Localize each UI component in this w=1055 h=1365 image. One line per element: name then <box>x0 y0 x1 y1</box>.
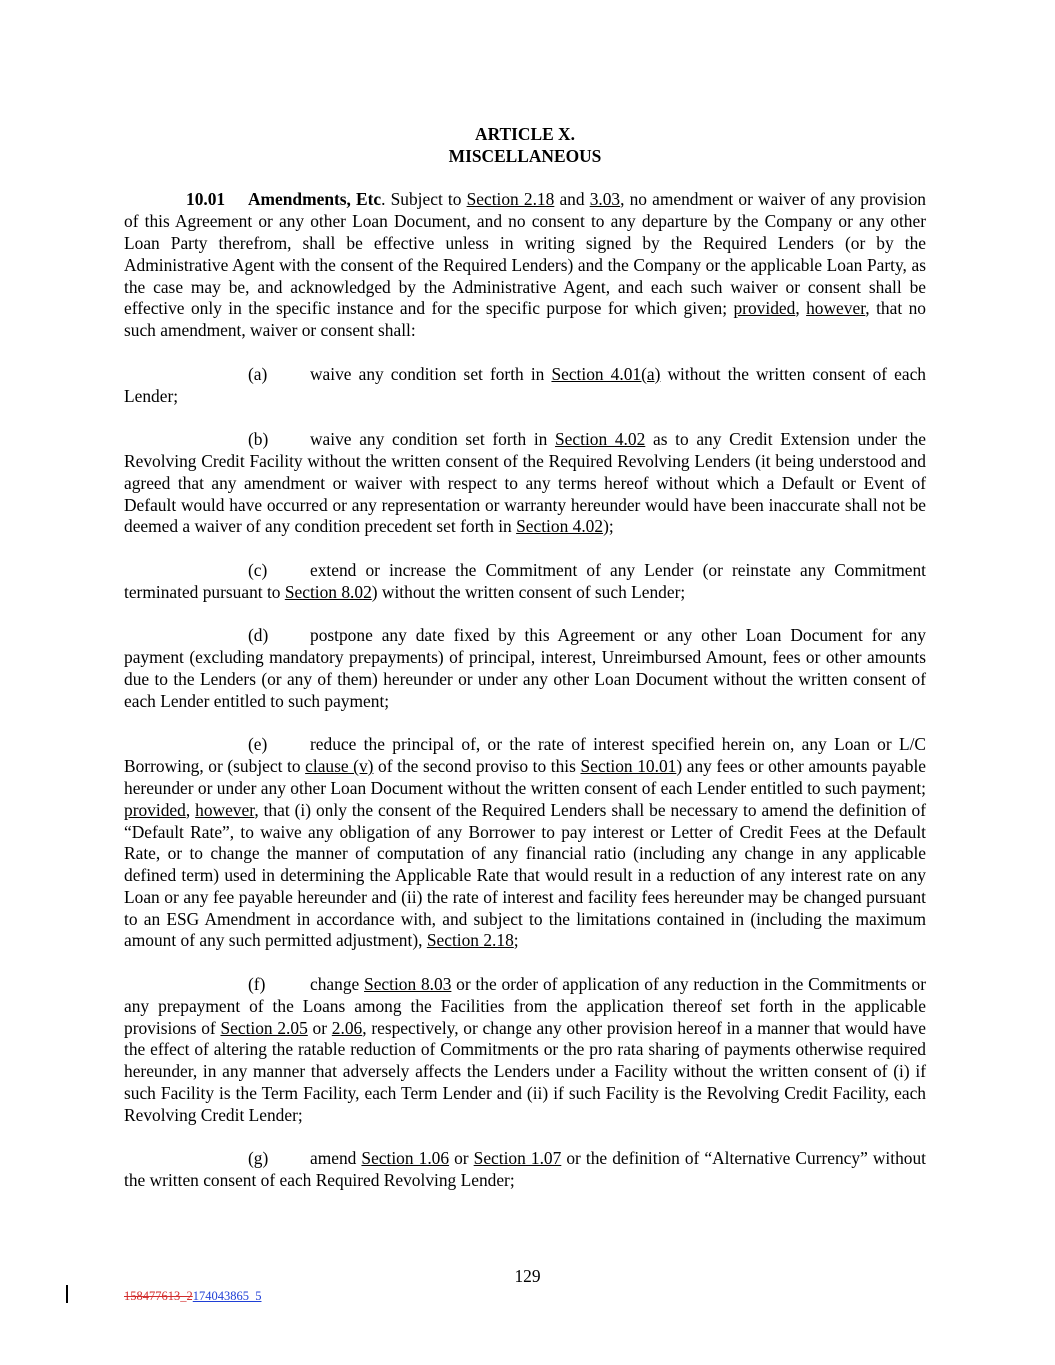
article-subtitle: MISCELLANEOUS <box>448 145 602 166</box>
clause-text: or <box>307 1017 332 1038</box>
clause-label: (d) <box>248 625 269 646</box>
section-heading: Amendments, Etc <box>248 189 382 210</box>
deleted-doc-id: 158477613_2 <box>124 1289 193 1303</box>
proviso-term: however <box>195 799 255 820</box>
document-id <box>124 1289 262 1304</box>
article-title: ARTICLE X. <box>475 124 575 144</box>
article-heading <box>124 124 926 168</box>
intro-text: and <box>554 189 590 210</box>
clause-e <box>124 734 926 952</box>
section-reference: 2.06 <box>331 1017 363 1038</box>
clause-f <box>124 974 926 1127</box>
section-reference: Section 2.18 <box>426 930 514 951</box>
clause-text: , <box>185 799 196 820</box>
clause-label: (c) <box>248 559 268 580</box>
clause-text: or <box>449 1148 474 1169</box>
section-number: 10.01 <box>186 189 226 210</box>
intro-text: . Subject to <box>381 189 467 210</box>
clause-reference: clause (v) <box>305 756 374 777</box>
proviso-term: provided <box>733 298 796 319</box>
clause-text: ; <box>513 930 519 951</box>
document-page <box>124 124 926 1214</box>
clause-label: (e) <box>248 734 268 755</box>
clause-c <box>124 560 926 604</box>
clause-text: or the order of application of any reduction in the Commitments or any prepayment of the Loans among the Facilities from the application thereof set forth in the applicable provisions of <box>124 974 926 1038</box>
clause-label: (g) <box>248 1148 269 1169</box>
clause-label: (a) <box>248 363 268 384</box>
section-reference: Section 10.01 <box>580 756 677 777</box>
clause-text: waive any condition set forth in <box>310 429 556 450</box>
clause-label: (f) <box>248 974 266 995</box>
clause-b <box>124 429 926 538</box>
section-reference: Section 4.01(a) <box>551 363 661 384</box>
clause-text: waive any condition set forth in <box>310 363 552 384</box>
clause-text: amend <box>310 1148 362 1169</box>
clause-text: ); <box>603 516 614 537</box>
intro-text: , <box>795 298 807 319</box>
clause-a <box>124 364 926 408</box>
clause-d <box>124 625 926 712</box>
change-bar <box>66 1285 68 1303</box>
clause-text: ) without the written consent of such Lender; <box>371 581 686 602</box>
section-10-01-intro <box>124 189 926 342</box>
section-reference: Section 8.03 <box>364 974 452 995</box>
page-number: 129 <box>514 1266 541 1286</box>
clause-text: , respectively, or change any other provision hereof in a manner that would have the effect of altering the ratable reduction of Commitments or the pro rata sharing of payments otherwise required hereunder, in any manner that adversely affects the Lenders under a Facility without the written consent of (i) if such Facility is the Term Facility, each Term Lender and (ii) if such Facility is the Revolving Credit Facility, each Revolving Credit Lender; <box>124 1017 926 1125</box>
section-reference: Section 8.02 <box>284 581 372 602</box>
clause-text: as to any Credit Extension under the Revolving Credit Facility without the written consent of the Required Revolving Lenders (it being understood and agreed that any amendment or waiver with respect to any terms hereof without which a Default or Event of Default would have occurred or any representation or warranty hereunder would have been inaccurate shall not be deemed a waiver of any condition precedent set forth in <box>124 429 926 537</box>
current-doc-id: 174043865_5 <box>192 1289 262 1303</box>
section-reference: Section 1.06 <box>361 1148 450 1169</box>
clause-g <box>124 1148 926 1192</box>
clause-label: (b) <box>248 429 269 450</box>
section-reference: Section 4.02 <box>516 516 604 537</box>
section-reference: Section 2.18 <box>466 189 555 210</box>
section-reference: Section 2.05 <box>220 1017 308 1038</box>
clause-text: without the written consent of each Lender; <box>124 363 926 406</box>
clause-text: extend or increase the Commitment of any Lender (or reinstate any Commitment terminated pursuant to <box>124 559 926 602</box>
intro-text: , no amendment or waiver of any provision of this Agreement or any other Loan Document, and no consent to any departure by the Company or any other Loan Party therefrom, shall be effective unless in writing signed by the Required Lenders (or by the Administrative Agent with the consent of the Required Lenders) and the Company or the applicable Loan Party, as the case may be, and acknowledged by the Administrative Agent, and each such waiver or consent shall be effective only in the specific instance and for the specific purpose for which given; <box>124 189 926 319</box>
intro-text: , that no such amendment, waiver or consent shall: <box>124 298 927 341</box>
clause-text: postpone any date fixed by this Agreement or any other Loan Document for any payment (excluding mandatory prepayments) of principal, interest, Unreimbursed Amount, fees or other amounts due to the Lenders (or any of them) hereunder or under any other Loan Document without the written consent of each Lender entitled to such payment; <box>124 625 926 711</box>
clause-text: or the definition of “Alternative Currency” without the written consent of each Required Revolving Lender; <box>124 1148 927 1191</box>
proviso-term: provided <box>124 799 186 820</box>
clause-text: , that (i) only the consent of the Required Lenders shall be necessary to amend the definition of “Default Rate”, to waive any obligation of any Borrower to pay interest or Letter of Credit Fees at the Default Rate, or to change the manner of computation of any financial ratio (including any change in any applicable defined term) used in determining the Applicable Rate that would result in a reduction of any interest rate on any Loan or any fee payable hereunder and (ii) the rate of interest and facility fees hereunder may be changed pursuant to an ESG Amendment in accordance with, and subject to the limitations contained in (including the maximum amount of any such permitted adjustment), <box>124 799 926 951</box>
proviso-term: however <box>806 298 866 319</box>
clause-text: reduce the principal of, or the rate of interest specified herein on, any Loan or L/C Borrowing, or (subject to <box>124 734 926 777</box>
clause-text: ) any fees or other amounts payable hereunder or under any other Loan Document without the written consent of each Lender entitled to such payment; <box>124 756 927 798</box>
section-reference: Section 1.07 <box>473 1148 562 1169</box>
section-reference: Section 4.02 <box>555 429 646 450</box>
clause-text: of the second proviso to this <box>373 756 581 777</box>
clause-text: change <box>310 974 365 995</box>
section-reference: 3.03 <box>589 189 621 210</box>
